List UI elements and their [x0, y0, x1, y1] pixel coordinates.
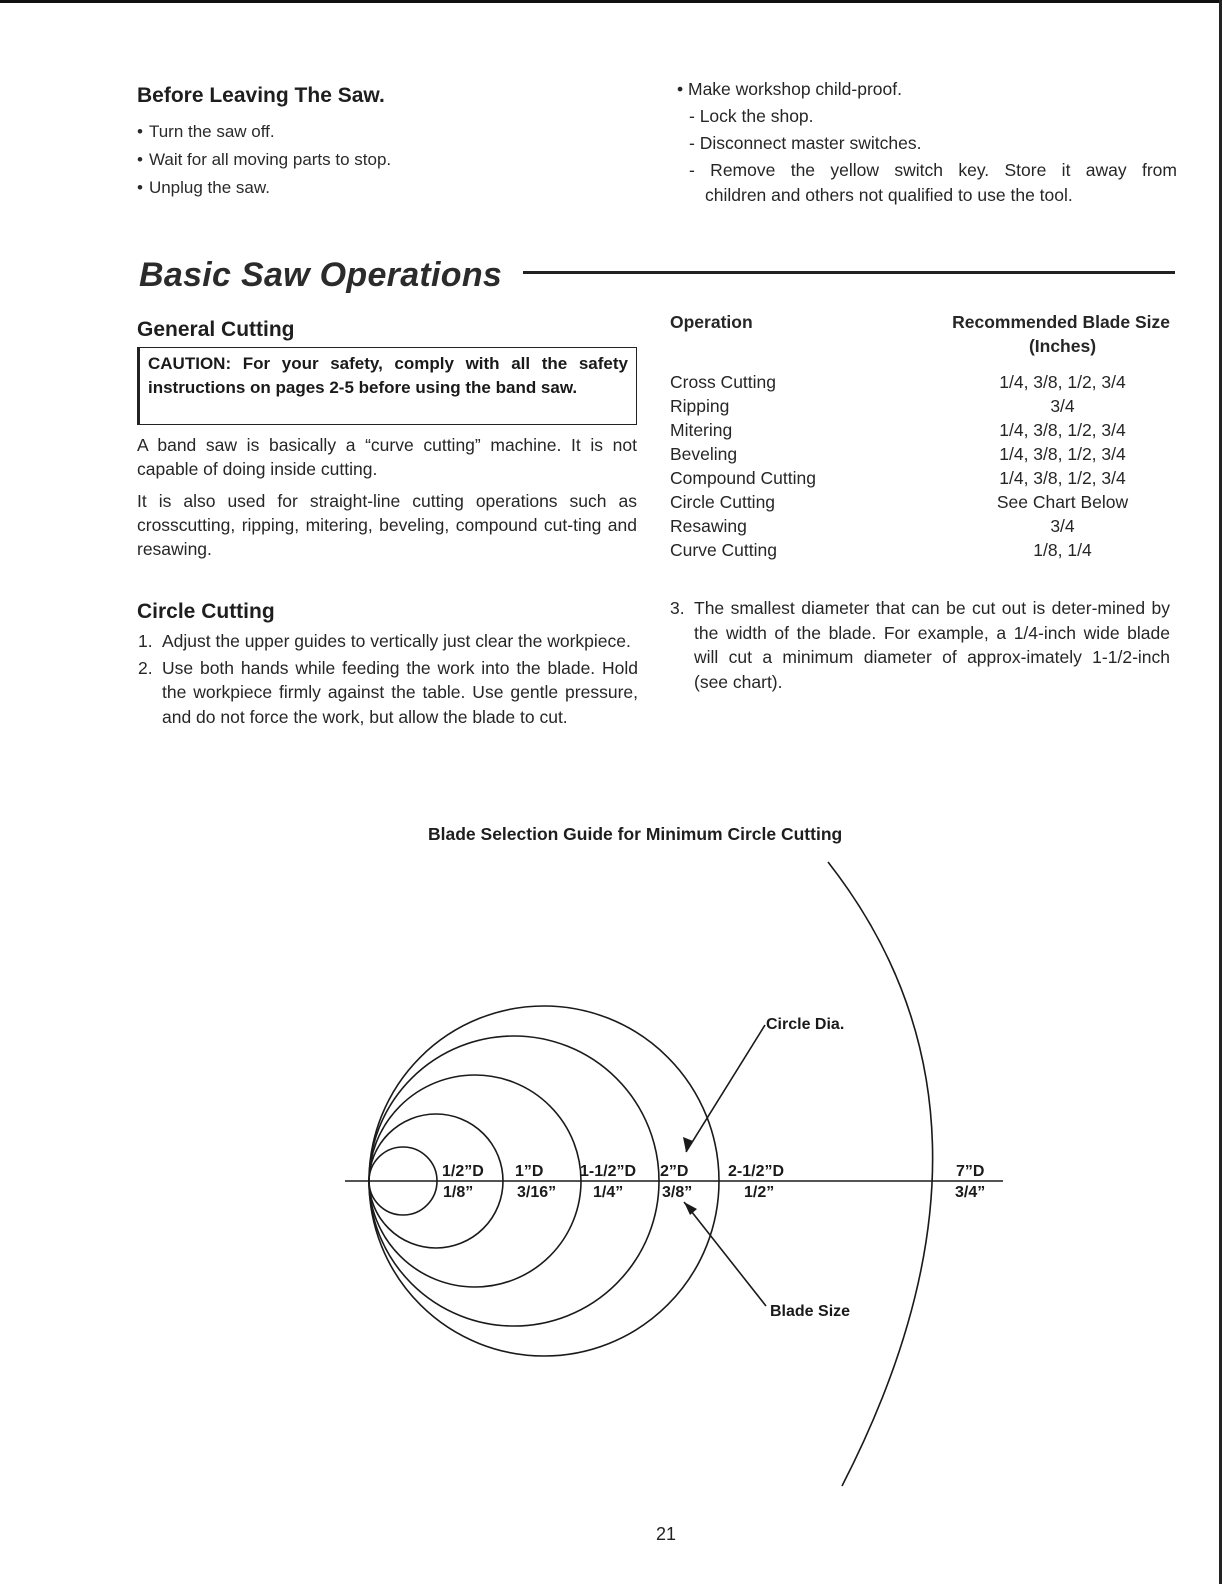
- diagram-title: Blade Selection Guide for Minimum Circle Cutting: [428, 824, 843, 844]
- step-item: 3. The smallest diameter that can be cut out is deter-mined by the width of the blade. For example, a 1/4-inch wide blade will cut a minimum diameter of approx-imately 1-1/2-inch (see chart).: [670, 598, 1170, 692]
- childproof-sub-cont: children and others not qualified to use the tool.: [705, 185, 1073, 205]
- childproof-bullet: • Make workshop child-proof.: [677, 79, 902, 99]
- blade-label: 1/4”: [593, 1184, 624, 1201]
- childproof-sub: - Lock the shop.: [689, 106, 814, 126]
- general-cutting-p2: It is also used for straight-line cutting operations such as crosscutting, ripping, mitering, beveling, compound cut-ting and resawing.: [137, 491, 637, 559]
- col-operation-header: Operation: [670, 312, 753, 332]
- blade-label: 3/16”: [517, 1184, 557, 1201]
- circle-dia-leader: [686, 1025, 765, 1152]
- dia-label: 7”D: [956, 1163, 985, 1180]
- page-number: 21: [656, 1524, 677, 1544]
- list-item: • Unplug the saw.: [137, 174, 617, 202]
- dia-label: 1/2”D: [442, 1163, 484, 1180]
- dia-label: 2-1/2”D: [728, 1163, 785, 1180]
- dia-label: 1-1/2”D: [580, 1163, 637, 1180]
- table-row: Ripping 3/4: [670, 396, 1075, 416]
- blade-label: 3/8”: [662, 1184, 693, 1201]
- dia-label: 2”D: [660, 1163, 689, 1180]
- general-cutting-heading: General Cutting: [137, 318, 295, 341]
- table-row: Beveling 1/4, 3/8, 1/2, 3/4: [670, 444, 1126, 464]
- blade-label: 3/4”: [955, 1184, 986, 1201]
- table-row: Mitering 1/4, 3/8, 1/2, 3/4: [670, 420, 1126, 440]
- blade-size-arrowhead: [684, 1202, 697, 1215]
- page-title: Basic Saw Operations: [139, 256, 503, 294]
- blade-size-leader: [684, 1202, 766, 1306]
- general-cutting-p1: A band saw is basically a “curve cutting” machine. It is not capable of doing inside cutting.: [137, 435, 637, 479]
- before-leaving-heading: Before Leaving The Saw.: [137, 84, 385, 107]
- col-blade-header: Recommended Blade Size (Inches): [952, 312, 1170, 356]
- step-item: 1. Adjust the upper guides to vertically just clear the workpiece.: [138, 631, 631, 651]
- dia-label: 1”D: [515, 1163, 544, 1180]
- list-item: • Turn the saw off.: [137, 118, 617, 146]
- list-item: • Wait for all moving parts to stop.: [137, 146, 617, 174]
- table-row: Compound Cutting 1/4, 3/8, 1/2, 3/4: [670, 468, 1126, 488]
- table-row: Cross Cutting 1/4, 3/8, 1/2, 3/4: [670, 372, 1126, 392]
- childproof-sub: - Remove the yellow switch key. Store it away from: [689, 160, 1177, 180]
- blade-label: 1/2”: [744, 1184, 775, 1201]
- circle-dia-label: Circle Dia.: [766, 1016, 845, 1033]
- table-row: Curve Cutting 1/8, 1/4: [670, 540, 1092, 560]
- table-row: Circle Cutting See Chart Below: [670, 492, 1129, 512]
- childproof-sub: - Disconnect master switches.: [689, 133, 922, 153]
- table-row: Resawing 3/4: [670, 516, 1075, 536]
- step-item: 2. Use both hands while feeding the work into the blade. Hold the workpiece firmly against the table. Use gentle pressure, and do not force the work, but allow the blade to cut.: [138, 657, 638, 727]
- caution-box: CAUTION: For your safety, comply with all the safety instructions on pages 2-5 before using the band saw.: [137, 347, 637, 425]
- blade-label: 1/8”: [443, 1184, 474, 1201]
- circle-7-inch-arc: [828, 862, 933, 1486]
- blade-size-label: Blade Size: [770, 1303, 851, 1320]
- circle-cutting-heading: Circle Cutting: [137, 600, 275, 623]
